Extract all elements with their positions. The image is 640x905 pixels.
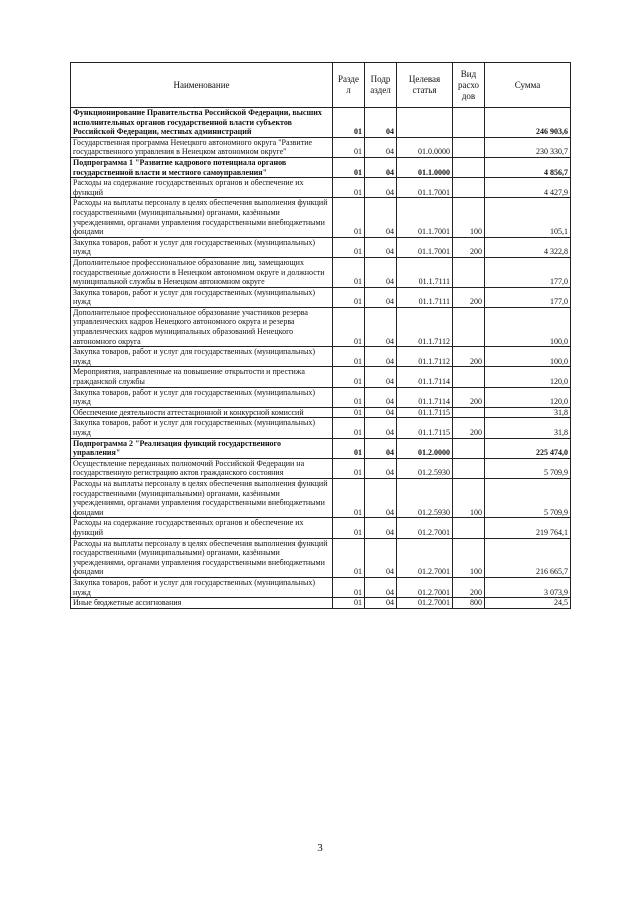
row-target-cell: 01.1.7112: [397, 347, 453, 367]
header-name: Наименование: [71, 63, 333, 108]
row-subsection-cell: 04: [365, 458, 397, 478]
row-target-cell: 01.1.0000: [397, 157, 453, 177]
row-type-cell: 200: [453, 387, 485, 407]
row-section-cell: 01: [333, 108, 365, 138]
row-name-cell: Функционирование Правительства Российской Федерации, высших исполнительных органов государственной власти субъектов Российской Федерации, местных администраций: [71, 108, 333, 138]
row-subsection-cell: 04: [365, 418, 397, 438]
row-target-cell: 01.1.7114: [397, 387, 453, 407]
row-target-cell: 01.2.7001: [397, 577, 453, 597]
row-sum-cell: 100,0: [485, 347, 571, 367]
row-section-cell: 01: [333, 137, 365, 157]
row-target-cell: 01.2.5930: [397, 478, 453, 517]
row-target-cell: 01.2.5930: [397, 458, 453, 478]
table-row: [71, 538, 571, 577]
row-target-cell: [397, 108, 453, 138]
row-section-cell: 01: [333, 598, 365, 609]
row-type-cell: 200: [453, 577, 485, 597]
row-sum-cell: 3 073,9: [485, 577, 571, 597]
row-section-cell: 01: [333, 458, 365, 478]
row-name-cell: Осуществление переданных полномочий Российской Федерации на государственную регистрацию актов гражданского состояния: [71, 458, 333, 478]
table-row: [71, 407, 571, 418]
row-section-cell: 01: [333, 478, 365, 517]
row-subsection-cell: 04: [365, 367, 397, 387]
row-sum-cell: 246 903,6: [485, 108, 571, 138]
row-target-cell: 01.1.7001: [397, 178, 453, 198]
row-sum-cell: 225 474,0: [485, 438, 571, 458]
row-section-cell: 01: [333, 387, 365, 407]
header-expense-type: Вид расхо дов: [453, 63, 485, 108]
row-subsection-cell: 04: [365, 438, 397, 458]
row-type-cell: [453, 367, 485, 387]
row-section-cell: 01: [333, 518, 365, 538]
row-subsection-cell: 04: [365, 307, 397, 346]
row-name-cell: Закупка товаров, работ и услуг для государственных (муниципальных) нужд: [71, 347, 333, 367]
row-subsection-cell: 04: [365, 538, 397, 577]
row-sum-cell: 24,5: [485, 598, 571, 609]
row-type-cell: 100: [453, 538, 485, 577]
table-row: [71, 237, 571, 257]
row-section-cell: 01: [333, 237, 365, 257]
table-row: [71, 198, 571, 237]
row-subsection-cell: 04: [365, 137, 397, 157]
row-type-cell: [453, 178, 485, 198]
row-sum-cell: 177,0: [485, 257, 571, 287]
row-target-cell: 01.1.7111: [397, 257, 453, 287]
row-sum-cell: 219 764,1: [485, 518, 571, 538]
row-name-cell: Закупка товаров, работ и услуг для государственных (муниципальных) нужд: [71, 418, 333, 438]
row-section-cell: 01: [333, 538, 365, 577]
row-name-cell: Обеспечение деятельности аттестационной и конкурсной комиссий: [71, 407, 333, 418]
row-name-cell: Расходы на содержание государственных органов и обеспечение их функций: [71, 178, 333, 198]
header-subsection: Подр аздел: [365, 63, 397, 108]
header-sum: Сумма: [485, 63, 571, 108]
row-sum-cell: 230 330,7: [485, 137, 571, 157]
budget-table: [70, 62, 571, 609]
row-subsection-cell: 04: [365, 478, 397, 517]
row-section-cell: 01: [333, 347, 365, 367]
row-type-cell: 100: [453, 198, 485, 237]
row-sum-cell: 177,0: [485, 287, 571, 307]
row-target-cell: 01.1.7111: [397, 287, 453, 307]
row-name-cell: Расходы на выплаты персоналу в целях обеспечения выполнения функций государственными (муниципальными) органами, казёнными учреждениями, органами управления государственными внебюджетными фондами: [71, 198, 333, 237]
row-name-cell: Закупка товаров, работ и услуг для государственных (муниципальных) нужд: [71, 237, 333, 257]
row-type-cell: 200: [453, 287, 485, 307]
row-type-cell: [453, 137, 485, 157]
row-subsection-cell: 04: [365, 237, 397, 257]
row-section-cell: 01: [333, 577, 365, 597]
row-subsection-cell: 04: [365, 518, 397, 538]
row-section-cell: 01: [333, 287, 365, 307]
header-section: Разде л: [333, 63, 365, 108]
row-subsection-cell: 04: [365, 347, 397, 367]
table-row: [71, 157, 571, 177]
row-type-cell: 200: [453, 347, 485, 367]
row-section-cell: 01: [333, 438, 365, 458]
row-name-cell: Расходы на выплаты персоналу в целях обеспечения выполнения функций государственными (муниципальными) органами, казёнными учреждениями, органами управления государственными внебюджетными фондами: [71, 538, 333, 577]
row-section-cell: 01: [333, 367, 365, 387]
row-target-cell: 01.2.7001: [397, 518, 453, 538]
table-row: [71, 387, 571, 407]
table-row: [71, 438, 571, 458]
row-section-cell: 01: [333, 418, 365, 438]
row-section-cell: 01: [333, 198, 365, 237]
row-subsection-cell: 04: [365, 387, 397, 407]
row-type-cell: [453, 458, 485, 478]
row-target-cell: 01.1.7115: [397, 418, 453, 438]
table-row: [71, 367, 571, 387]
row-subsection-cell: 04: [365, 577, 397, 597]
row-section-cell: 01: [333, 257, 365, 287]
table-row: [71, 458, 571, 478]
table-row: [71, 178, 571, 198]
row-name-cell: Закупка товаров, работ и услуг для государственных (муниципальных) нужд: [71, 387, 333, 407]
row-type-cell: 200: [453, 237, 485, 257]
row-section-cell: 01: [333, 178, 365, 198]
row-name-cell: Дополнительное профессиональное образование участников резерва управленческих кадров Ненецкого автономного округа и резерва управленческих кадров муниципальных образований Ненецкого автономного округа: [71, 307, 333, 346]
table-row: [71, 257, 571, 287]
row-sum-cell: 31,8: [485, 418, 571, 438]
row-subsection-cell: 04: [365, 257, 397, 287]
row-name-cell: Иные бюджетные ассигнования: [71, 598, 333, 609]
row-target-cell: 01.1.7001: [397, 237, 453, 257]
row-type-cell: 800: [453, 598, 485, 609]
row-sum-cell: 5 709,9: [485, 478, 571, 517]
row-type-cell: [453, 157, 485, 177]
row-subsection-cell: 04: [365, 157, 397, 177]
row-name-cell: Закупка товаров, работ и услуг для государственных (муниципальных) нужд: [71, 287, 333, 307]
row-subsection-cell: 04: [365, 178, 397, 198]
row-sum-cell: 105,1: [485, 198, 571, 237]
row-subsection-cell: 04: [365, 287, 397, 307]
row-section-cell: 01: [333, 307, 365, 346]
row-type-cell: 100: [453, 478, 485, 517]
row-type-cell: 200: [453, 418, 485, 438]
row-sum-cell: 100,0: [485, 307, 571, 346]
table-row: [71, 598, 571, 609]
row-sum-cell: 5 709,9: [485, 458, 571, 478]
row-subsection-cell: 04: [365, 407, 397, 418]
row-name-cell: Закупка товаров, работ и услуг для государственных (муниципальных) нужд: [71, 577, 333, 597]
table-row: [71, 418, 571, 438]
table-row: [71, 108, 571, 138]
row-type-cell: [453, 307, 485, 346]
row-section-cell: 01: [333, 157, 365, 177]
row-subsection-cell: 04: [365, 198, 397, 237]
row-name-cell: Расходы на выплаты персоналу в целях обеспечения выполнения функций государственными (муниципальными) органами, казёнными учреждениями, органами управления государственными внебюджетными фондами: [71, 478, 333, 517]
row-target-cell: 01.2.7001: [397, 598, 453, 609]
table-header-row: [71, 63, 571, 108]
table-row: [71, 287, 571, 307]
row-name-cell: Дополнительное профессиональное образование лиц, замещающих государственные должности в Ненецком автономном округе и должности муниципальной службы в Ненецком автономном округе: [71, 257, 333, 287]
row-sum-cell: 120,0: [485, 367, 571, 387]
table-row: [71, 577, 571, 597]
row-type-cell: [453, 407, 485, 418]
table-row: [71, 307, 571, 346]
row-subsection-cell: 04: [365, 108, 397, 138]
row-name-cell: Государственная программа Ненецкого автономного округа "Развитие государственного управления в Ненецком автономном округе": [71, 137, 333, 157]
row-name-cell: Подпрограмма 1 "Развитие кадрового потенциала органов государственной власти и местного самоуправления": [71, 157, 333, 177]
row-target-cell: 01.1.7001: [397, 198, 453, 237]
row-sum-cell: 31,8: [485, 407, 571, 418]
row-sum-cell: 4 322,8: [485, 237, 571, 257]
row-target-cell: 01.1.7115: [397, 407, 453, 418]
row-target-cell: 01.1.7114: [397, 367, 453, 387]
row-type-cell: [453, 518, 485, 538]
table-row: [71, 347, 571, 367]
row-target-cell: 01.2.7001: [397, 538, 453, 577]
row-sum-cell: 216 665,7: [485, 538, 571, 577]
row-target-cell: 01.2.0000: [397, 438, 453, 458]
table-row: [71, 518, 571, 538]
row-name-cell: Мероприятия, направленные на повышение открытости и престижа гражданской службы: [71, 367, 333, 387]
row-sum-cell: 4 427,9: [485, 178, 571, 198]
row-section-cell: 01: [333, 407, 365, 418]
table-row: [71, 478, 571, 517]
page-number: 3: [317, 842, 323, 854]
row-type-cell: [453, 257, 485, 287]
row-target-cell: 01.0.0000: [397, 137, 453, 157]
row-sum-cell: 120,0: [485, 387, 571, 407]
row-target-cell: 01.1.7112: [397, 307, 453, 346]
row-type-cell: [453, 108, 485, 138]
header-target: Целевая статья: [397, 63, 453, 108]
table-body: [71, 108, 571, 609]
table-row: [71, 137, 571, 157]
row-subsection-cell: 04: [365, 598, 397, 609]
row-name-cell: Подпрограмма 2 "Реализация функций государственного управления": [71, 438, 333, 458]
row-sum-cell: 4 856,7: [485, 157, 571, 177]
row-type-cell: [453, 438, 485, 458]
row-name-cell: Расходы на содержание государственных органов и обеспечение их функций: [71, 518, 333, 538]
